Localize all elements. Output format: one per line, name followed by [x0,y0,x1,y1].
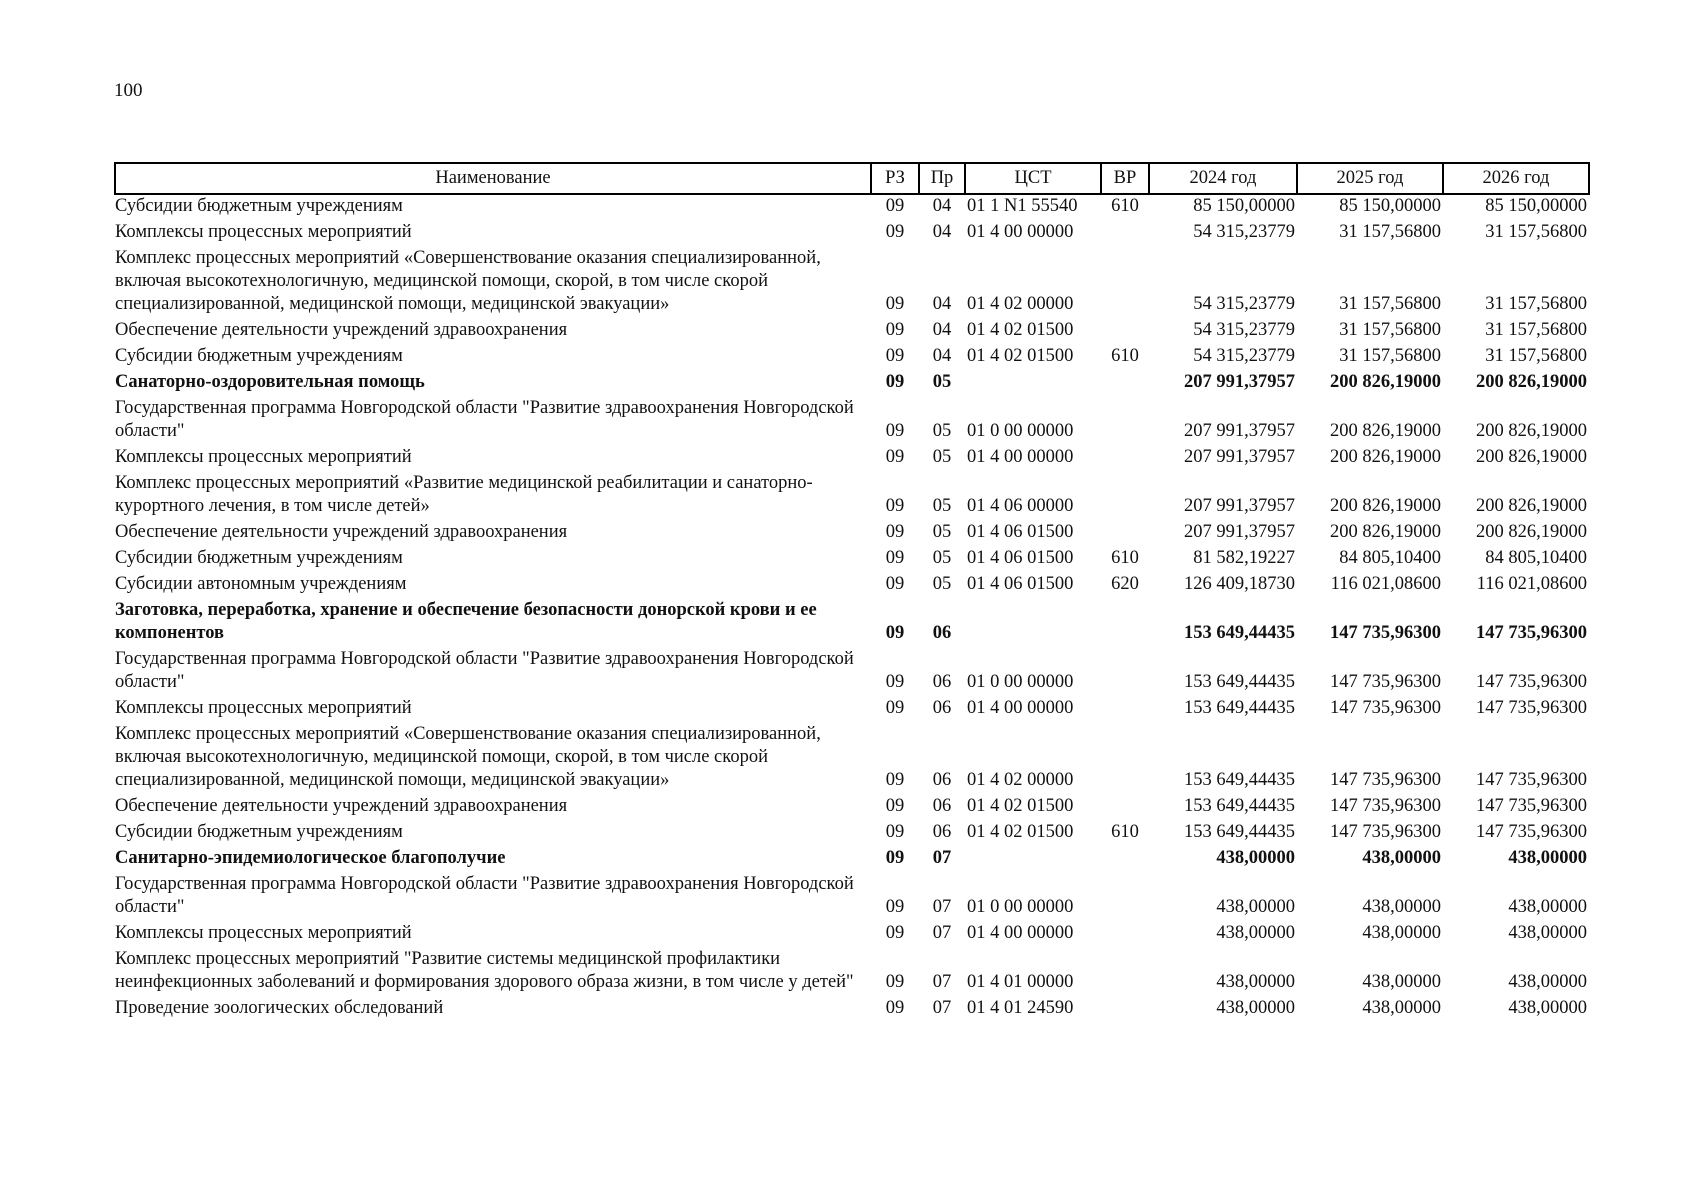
header-2024: 2024 год [1149,163,1297,194]
row-pr: 05 [932,447,952,467]
table-row [115,371,1589,397]
row-cst: 01 0 00 00000 [967,672,1074,692]
row-2025: 85 150,00000 [1339,196,1441,216]
row-2025: 200 826,19000 [1330,421,1441,441]
table-row [115,697,1589,723]
table-row [115,922,1589,948]
row-cst: 01 1 N1 55540 [967,196,1078,216]
row-2025: 438,00000 [1362,998,1441,1018]
row-2025: 116 021,08600 [1330,574,1441,594]
row-vr [1101,599,1149,648]
row-2026: 31 157,56800 [1485,294,1587,314]
row-pr: 07 [932,897,952,917]
table-row [115,847,1589,873]
row-2025: 147 735,96300 [1330,796,1441,816]
row-cst: 01 4 01 00000 [967,972,1074,992]
row-name: Государственная программа Новгородской области "Развитие здравоохранения Новгородской области" [115,398,854,441]
table-row [115,821,1589,847]
row-vr [1101,922,1149,948]
row-rz: 09 [885,421,905,441]
row-cst: 01 4 00 00000 [967,698,1074,718]
row-2025: 147 735,96300 [1330,623,1441,643]
row-cst: 01 4 00 00000 [967,222,1074,242]
row-cst [965,371,1101,397]
page-number: 100 [114,80,143,101]
row-cst: 01 4 06 01500 [967,548,1074,568]
row-cst: 01 4 02 01500 [967,796,1074,816]
row-2026: 147 735,96300 [1476,796,1587,816]
row-vr [1101,247,1149,319]
row-2026: 147 735,96300 [1476,698,1587,718]
row-cst: 01 4 02 01500 [967,822,1074,842]
row-rz: 09 [885,796,905,816]
row-rz: 09 [885,623,905,643]
row-vr [1101,948,1149,997]
row-name: Комплекс процессных мероприятий «Совершенствование оказания специализированной, включая высокотехнологичную, медицинской помощи, скорой, в том числе скорой специализированной, медицинской помощи, медицинской эвакуации» [115,724,821,790]
row-cst: 01 0 00 00000 [967,421,1074,441]
row-2024: 438,00000 [1216,998,1295,1018]
row-name: Субсидии бюджетным учреждениям [115,346,403,366]
table-row [115,194,1589,221]
row-2026: 200 826,19000 [1476,372,1587,392]
header-vr: ВР [1101,163,1149,194]
header-rz: РЗ [871,163,919,194]
row-2026: 147 735,96300 [1476,822,1587,842]
row-2026: 31 157,56800 [1485,346,1587,366]
row-pr: 06 [932,698,952,718]
row-2026: 147 735,96300 [1476,672,1587,692]
row-2026: 200 826,19000 [1476,421,1587,441]
row-pr: 07 [932,848,952,868]
row-pr: 05 [932,496,952,516]
row-2025: 200 826,19000 [1330,372,1441,392]
row-2024: 207 991,37957 [1184,421,1295,441]
table-row [115,648,1589,697]
row-cst: 01 4 06 01500 [967,522,1074,542]
row-2024: 54 315,23779 [1193,222,1295,242]
row-2025: 200 826,19000 [1330,522,1441,542]
row-name: Субсидии автономным учреждениям [115,574,407,594]
row-vr [1101,472,1149,521]
row-vr [1101,397,1149,446]
row-2024: 438,00000 [1216,972,1295,992]
row-pr: 06 [932,770,952,790]
row-cst: 01 4 01 24590 [967,998,1074,1018]
row-pr: 04 [932,320,952,340]
row-cst: 01 4 02 00000 [967,294,1074,314]
row-2025: 147 735,96300 [1330,822,1441,842]
table-row [115,795,1589,821]
row-2026: 85 150,00000 [1485,196,1587,216]
row-2024: 81 582,19227 [1193,548,1295,568]
row-vr [1101,997,1149,1023]
row-vr: 610 [1111,548,1139,568]
row-name: Обеспечение деятельности учреждений здравоохранения [115,796,568,816]
row-vr: 610 [1111,822,1139,842]
row-2026: 438,00000 [1508,897,1587,917]
row-cst: 01 4 02 00000 [967,770,1074,790]
row-rz: 09 [885,548,905,568]
row-vr [1101,795,1149,821]
row-name: Комплексы процессных мероприятий [115,698,412,718]
row-name: Санаторно-оздоровительная помощь [115,372,425,392]
row-cst: 01 4 06 01500 [967,574,1074,594]
row-name: Обеспечение деятельности учреждений здравоохранения [115,320,568,340]
row-pr: 05 [932,522,952,542]
row-rz: 09 [885,923,905,943]
header-2026: 2026 год [1443,163,1589,194]
row-2025: 31 157,56800 [1339,346,1441,366]
table-row [115,873,1589,922]
row-vr [1101,371,1149,397]
row-2025: 147 735,96300 [1330,698,1441,718]
row-2025: 31 157,56800 [1339,320,1441,340]
row-vr [1101,873,1149,922]
row-2025: 438,00000 [1362,923,1441,943]
row-vr: 620 [1111,574,1139,594]
row-cst: 01 4 00 00000 [967,923,1074,943]
row-2026: 200 826,19000 [1476,522,1587,542]
row-2024: 153 649,44435 [1184,623,1295,643]
table-header-row [115,163,1589,194]
row-name: Комплексы процессных мероприятий [115,447,412,467]
row-2024: 207 991,37957 [1184,496,1295,516]
row-vr: 610 [1111,346,1139,366]
row-rz: 09 [885,698,905,718]
row-cst [965,847,1101,873]
row-2026: 438,00000 [1508,998,1587,1018]
row-vr [1101,319,1149,345]
table-row [115,472,1589,521]
table-row [115,948,1589,997]
row-2024: 438,00000 [1216,923,1295,943]
row-2024: 207 991,37957 [1184,522,1295,542]
row-2024: 126 409,18730 [1184,574,1295,594]
row-pr: 06 [932,623,952,643]
row-vr [1101,521,1149,547]
row-2024: 153 649,44435 [1184,796,1295,816]
row-pr: 05 [932,574,952,594]
row-rz: 09 [885,496,905,516]
row-2026: 438,00000 [1508,923,1587,943]
row-pr: 05 [932,372,952,392]
header-cst: ЦСТ [965,163,1101,194]
row-vr [1101,723,1149,795]
row-name: Заготовка, переработка, хранение и обеспечение безопасности донорской крови и ее компонентов [115,600,817,643]
row-2026: 200 826,19000 [1476,447,1587,467]
row-cst: 01 0 00 00000 [967,897,1074,917]
row-rz: 09 [885,998,905,1018]
table-row [115,319,1589,345]
row-pr: 05 [932,548,952,568]
row-2024: 153 649,44435 [1184,770,1295,790]
row-rz: 09 [885,848,905,868]
row-name: Обеспечение деятельности учреждений здравоохранения [115,522,568,542]
row-2026: 84 805,10400 [1485,548,1587,568]
row-pr: 05 [932,421,952,441]
row-vr [1101,446,1149,472]
row-2024: 85 150,00000 [1193,196,1295,216]
row-2024: 207 991,37957 [1184,372,1295,392]
row-name: Санитарно-эпидемиологическое благополучие [115,848,506,868]
row-pr: 06 [932,796,952,816]
row-rz: 09 [885,897,905,917]
table-row [115,573,1589,599]
row-2025: 200 826,19000 [1330,447,1441,467]
row-name: Проведение зоологических обследований [115,998,444,1018]
table-row [115,446,1589,472]
row-vr [1101,847,1149,873]
table-row [115,247,1589,319]
row-2026: 200 826,19000 [1476,496,1587,516]
row-name: Комплекс процессных мероприятий «Развитие медицинской реабилитации и санаторно-курортного лечения, в том числе детей» [115,473,813,516]
row-rz: 09 [885,372,905,392]
row-cst [965,599,1101,648]
row-name: Комплекс процессных мероприятий "Развитие системы медицинской профилактики неинфекционных заболеваний и формирования здорового образа жизни, в том числе у детей" [115,949,854,992]
row-2025: 84 805,10400 [1339,548,1441,568]
row-rz: 09 [885,320,905,340]
row-rz: 09 [885,672,905,692]
header-pr: Пр [919,163,965,194]
row-pr: 06 [932,672,952,692]
table-row [115,397,1589,446]
row-rz: 09 [885,447,905,467]
row-cst: 01 4 02 01500 [967,346,1074,366]
row-name: Субсидии бюджетным учреждениям [115,822,403,842]
row-2024: 207 991,37957 [1184,447,1295,467]
table-row [115,221,1589,247]
row-2025: 31 157,56800 [1339,222,1441,242]
row-2026: 438,00000 [1508,848,1587,868]
table-row [115,345,1589,371]
header-2025: 2025 год [1297,163,1443,194]
row-2026: 438,00000 [1508,972,1587,992]
row-2026: 147 735,96300 [1476,623,1587,643]
row-2024: 54 315,23779 [1193,346,1295,366]
row-2025: 438,00000 [1362,972,1441,992]
row-rz: 09 [885,346,905,366]
row-2025: 438,00000 [1362,848,1441,868]
table-row [115,599,1589,648]
row-pr: 04 [932,196,952,216]
row-2025: 147 735,96300 [1330,672,1441,692]
row-name: Комплекс процессных мероприятий «Совершенствование оказания специализированной, включая высокотехнологичную, медицинской помощи, скорой, в том числе скорой специализированной, медицинской помощи, медицинской эвакуации» [115,248,821,314]
row-2024: 54 315,23779 [1193,320,1295,340]
row-rz: 09 [885,222,905,242]
row-2025: 200 826,19000 [1330,496,1441,516]
row-2025: 438,00000 [1362,897,1441,917]
row-pr: 04 [932,222,952,242]
row-2024: 54 315,23779 [1193,294,1295,314]
row-2024: 153 649,44435 [1184,672,1295,692]
table-row [115,521,1589,547]
row-rz: 09 [885,770,905,790]
row-vr: 610 [1111,196,1139,216]
table-row [115,997,1589,1023]
row-2024: 153 649,44435 [1184,822,1295,842]
header-name: Наименование [115,163,871,194]
row-vr [1101,697,1149,723]
row-name: Субсидии бюджетным учреждениям [115,548,403,568]
row-vr [1101,221,1149,247]
row-2024: 153 649,44435 [1184,698,1295,718]
row-rz: 09 [885,574,905,594]
row-pr: 06 [932,822,952,842]
row-name: Субсидии бюджетным учреждениям [115,196,403,216]
row-name: Комплексы процессных мероприятий [115,923,412,943]
budget-table [114,162,1590,1023]
row-2026: 31 157,56800 [1485,222,1587,242]
row-2024: 438,00000 [1216,848,1295,868]
row-2026: 147 735,96300 [1476,770,1587,790]
row-name: Государственная программа Новгородской области "Развитие здравоохранения Новгородской области" [115,649,854,692]
row-2025: 31 157,56800 [1339,294,1441,314]
row-rz: 09 [885,972,905,992]
table-body [115,194,1589,1023]
row-2026: 31 157,56800 [1485,320,1587,340]
row-2024: 438,00000 [1216,897,1295,917]
row-2025: 147 735,96300 [1330,770,1441,790]
row-name: Комплексы процессных мероприятий [115,222,412,242]
row-pr: 04 [932,294,952,314]
row-2026: 116 021,08600 [1476,574,1587,594]
row-rz: 09 [885,822,905,842]
row-rz: 09 [885,196,905,216]
row-pr: 04 [932,346,952,366]
row-rz: 09 [885,522,905,542]
row-vr [1101,648,1149,697]
table-row [115,547,1589,573]
row-name: Государственная программа Новгородской области "Развитие здравоохранения Новгородской области" [115,874,854,917]
row-cst: 01 4 02 01500 [967,320,1074,340]
row-pr: 07 [932,998,952,1018]
row-pr: 07 [932,923,952,943]
row-cst: 01 4 06 00000 [967,496,1074,516]
row-rz: 09 [885,294,905,314]
row-cst: 01 4 00 00000 [967,447,1074,467]
row-pr: 07 [932,972,952,992]
table-row [115,723,1589,795]
